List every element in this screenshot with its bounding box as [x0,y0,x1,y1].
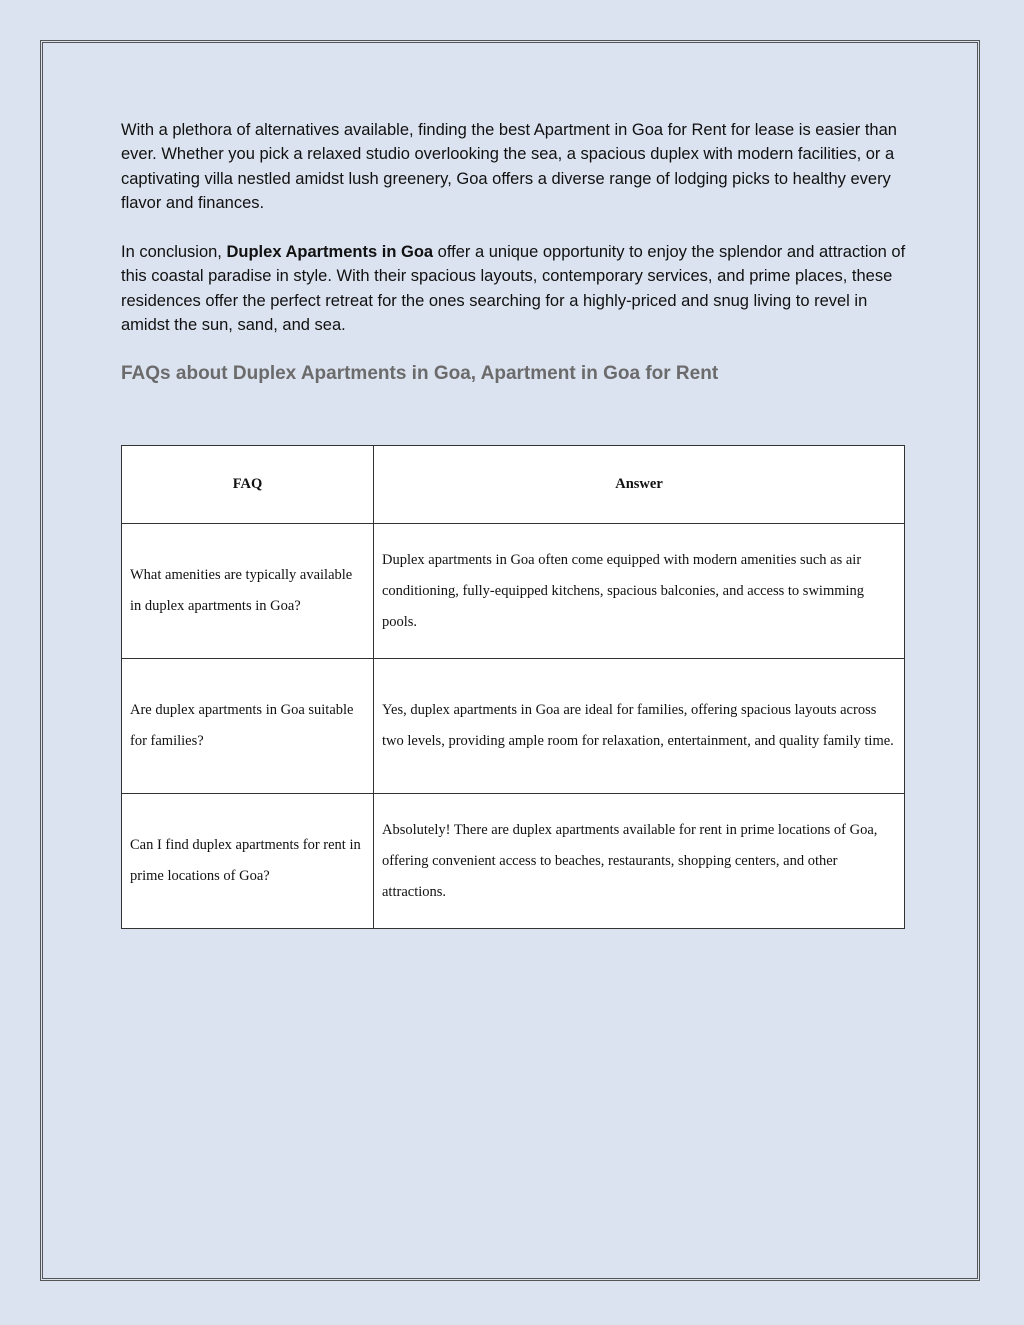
question-cell: Are duplex apartments in Goa suitable for families? [122,659,374,794]
table-row [122,524,905,659]
faq-table [121,445,905,929]
duplex-apartments-link-text: Duplex Apartments in Goa [226,243,434,262]
table-header-row [122,446,905,524]
question-cell: Can I find duplex apartments for rent in prime locations of Goa? [122,794,374,929]
conclusion-paragraph [121,240,911,338]
intro-paragraph: With a plethora of alternatives available, finding the best Apartment in Goa for Rent for lease is easier than ever. Whether you pick a relaxed studio overlooking the sea, a spacious duplex with modern facilities, or a captivating villa nestled amidst lush greenery, Goa offers a diverse range of lodging picks to healthy every flavor and finances. [121,121,897,213]
answer-column-header: Answer [374,446,905,524]
document-body [121,118,911,387]
conclusion-suffix: offer a unique opportunity to enjoy the splendor and attraction of this coastal paradise in style. With their spacious layouts, contemporary services, and prime places, these residences offer the perfect retreat for the ones searching for a highly-priced and snug living to revel in amidst the sun, sand, and sea. [121,243,906,335]
question-cell: What amenities are typically available in duplex apartments in Goa? [122,524,374,659]
faq-column-header: FAQ [122,446,374,524]
table-row [122,659,905,794]
faq-heading: FAQs about Duplex Apartments in Goa, Apartment in Goa for Rent [121,362,719,384]
answer-cell: Absolutely! There are duplex apartments available for rent in prime locations of Goa, offering convenient access to beaches, restaurants, shopping centers, and other attractions. [374,794,905,929]
table-row [122,794,905,929]
answer-cell: Duplex apartments in Goa often come equipped with modern amenities such as air conditioning, fully-equipped kitchens, spacious balconies, and access to swimming pools. [374,524,905,659]
conclusion-prefix: In conclusion, [121,243,227,262]
answer-cell: Yes, duplex apartments in Goa are ideal for families, offering spacious layouts across two levels, providing ample room for relaxation, entertainment, and quality family time. [374,659,905,794]
